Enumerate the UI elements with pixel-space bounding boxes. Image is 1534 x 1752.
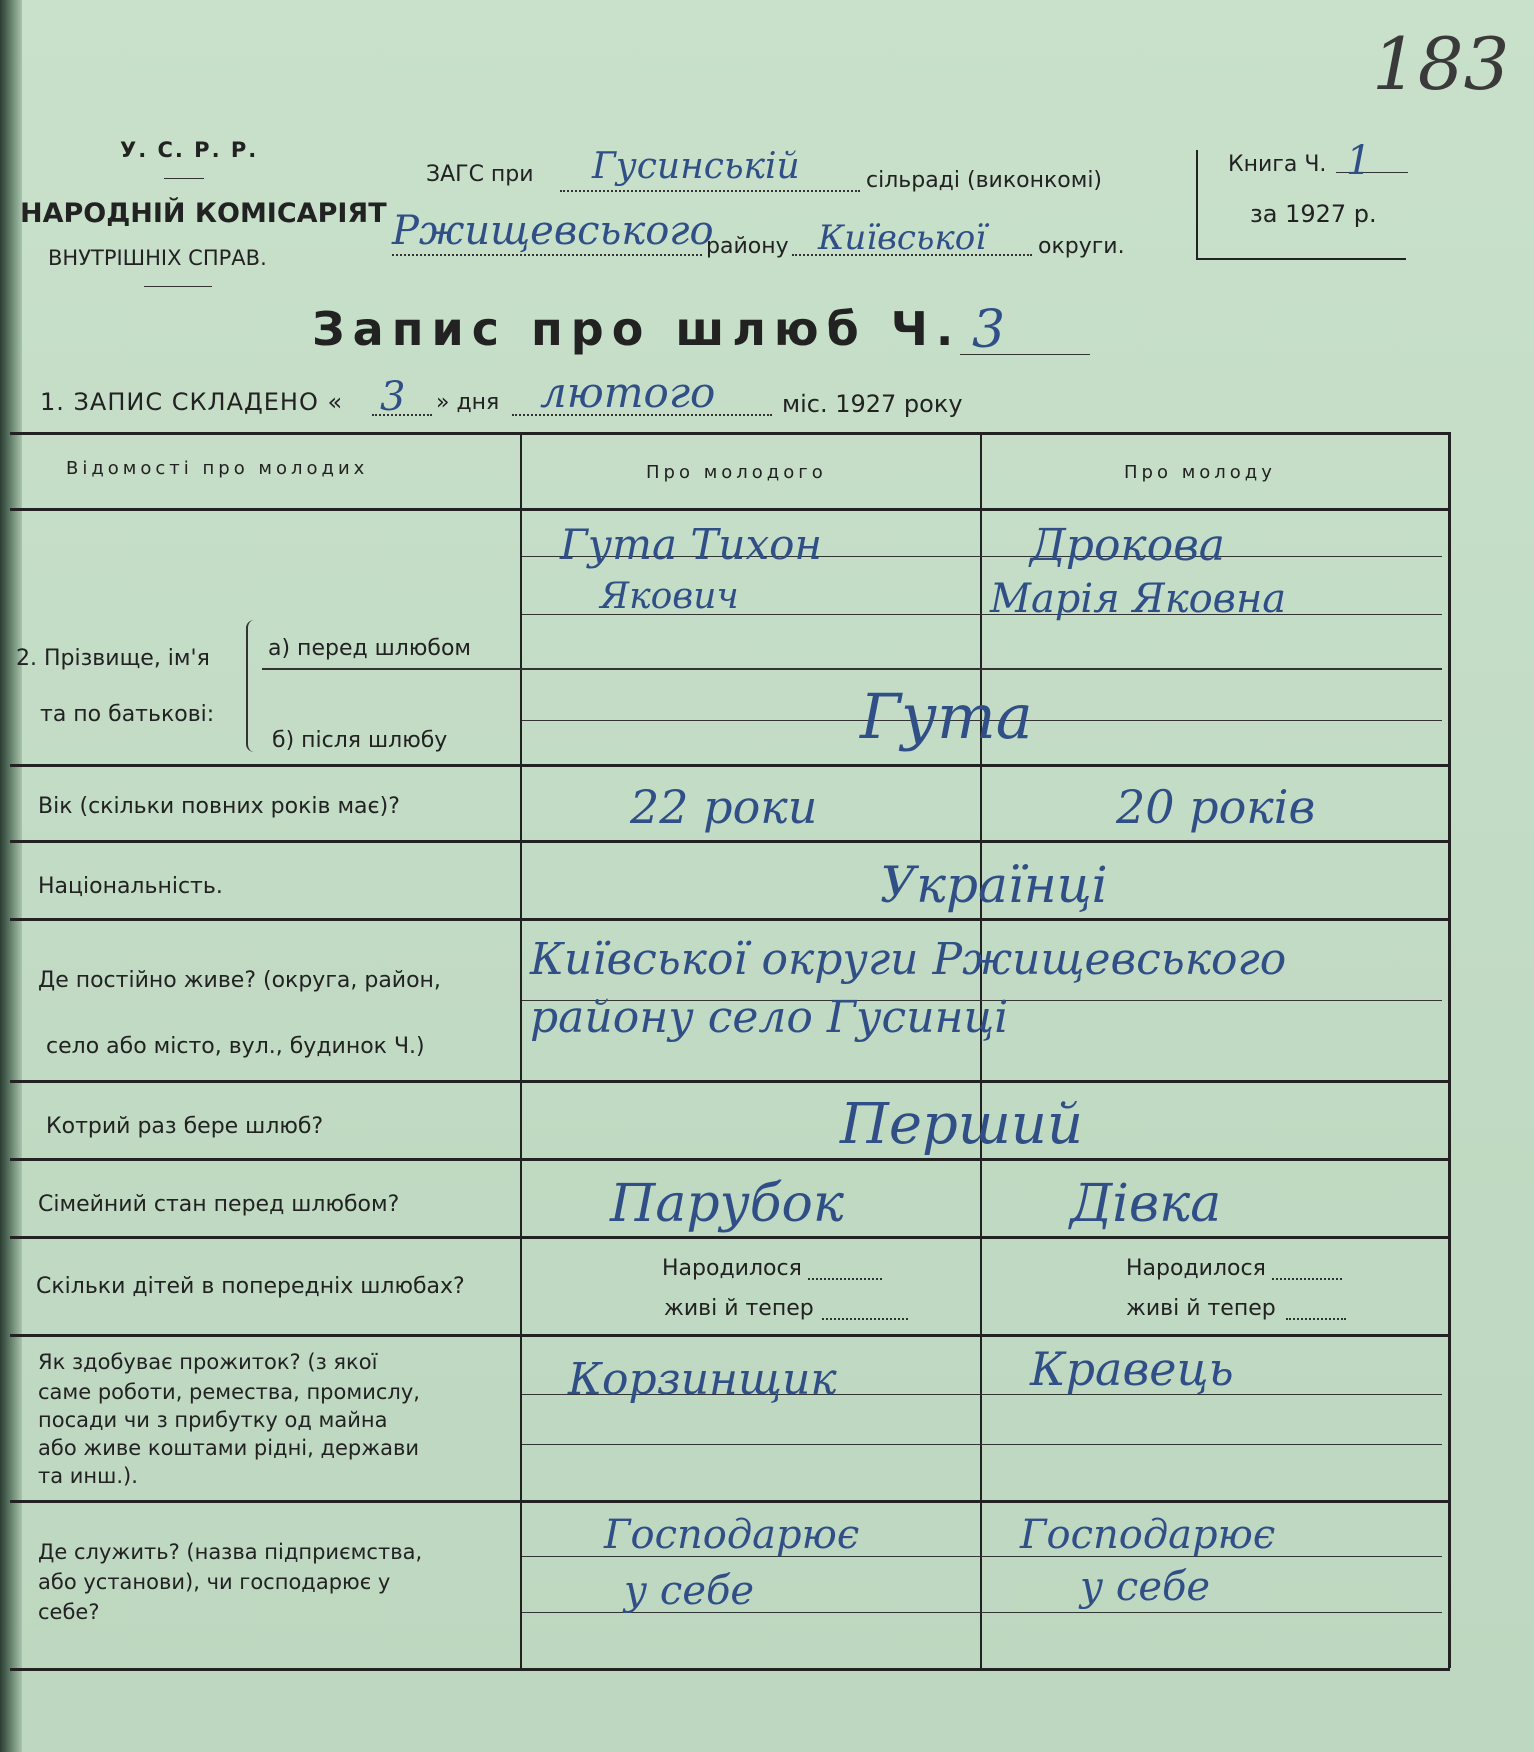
bride-name-before-line-2: Марія Яковна <box>990 576 1287 622</box>
row-sep-family <box>10 1236 1450 1239</box>
workplace-label-line-3: себе? <box>38 1600 100 1624</box>
name-before-label: а) перед шлюбом <box>268 636 472 661</box>
children-label: Скільки дітей в попередніх шлюбах? <box>36 1274 465 1299</box>
bride-name-before-line-1: Дрокова <box>1030 520 1226 571</box>
groom-name-before-line-2: Якович <box>600 576 739 617</box>
livelihood-label-line-4: або живе коштами рідні, держави <box>38 1436 420 1460</box>
record-date-suffix: міс. 1927 року <box>782 390 963 418</box>
table-top-border <box>10 432 1450 435</box>
family-status-label: Сімейний стан перед шлюбом? <box>38 1192 400 1217</box>
record-title: Запис про шлюб Ч. <box>312 302 962 356</box>
livelihood-label-line-1: Як здобуває прожиток? (з якої <box>38 1350 378 1374</box>
name-label-line-1: 2. Прізвище, ім'я <box>16 646 210 671</box>
district-line <box>392 254 702 256</box>
name-label-line-2: та по батькові: <box>40 702 215 727</box>
groom-workplace-line-2: у себе <box>624 1568 755 1614</box>
header-divider-top <box>164 178 204 179</box>
table-right-border <box>1448 432 1451 1668</box>
groom-name-before-line-1: Гута Тихон <box>560 520 823 569</box>
book-box-bottom <box>1196 258 1406 260</box>
residence-value-line-1: Київської округи Ржищевського <box>530 934 1287 985</box>
workplace-label-line-1: Де служить? (назва підприємства, <box>38 1540 423 1564</box>
page-number: 183 <box>1372 22 1510 106</box>
write-line <box>522 1444 1442 1445</box>
groom-age: 22 роки <box>630 780 818 834</box>
row-sep-residence <box>10 1080 1450 1083</box>
row-sep-age <box>10 840 1450 843</box>
record-date-prefix: 1. ЗАПИС СКЛАДЕНО « <box>40 388 344 416</box>
groom-alive-line <box>822 1318 908 1320</box>
selrada-line <box>560 190 860 192</box>
col-header-info: Відомості про молодих <box>66 458 369 479</box>
col-header-groom: Про молодого <box>646 462 827 483</box>
bride-family-status: Дівка <box>1070 1174 1222 1234</box>
book-label: Книга Ч. <box>1228 152 1327 177</box>
nationality-label: Національність. <box>38 874 223 899</box>
name-brace <box>246 620 258 752</box>
residence-label-line-2: село або місто, вул., будинок Ч.) <box>46 1034 425 1059</box>
column-divider-2 <box>980 432 982 1668</box>
column-divider-1 <box>520 432 522 1668</box>
record-day: 3 <box>380 374 406 420</box>
record-number: 3 <box>972 300 1006 360</box>
row-sep-children <box>10 1334 1450 1337</box>
marriage-count-value: Перший <box>840 1092 1084 1157</box>
groom-children-born-label: Народилося <box>662 1256 802 1281</box>
livelihood-label-line-3: посади чи з прибутку од майна <box>38 1408 388 1432</box>
residence-value-line-2: району село Гусинці <box>530 992 1009 1043</box>
selrada-value: Гусинській <box>592 146 800 187</box>
district-value: Ржищевського <box>392 208 714 254</box>
table-bottom-border <box>10 1668 1450 1671</box>
commissariat-line-2: ВНУТРІШНІХ СПРАВ. <box>48 246 267 270</box>
header-divider-bottom <box>144 286 212 287</box>
groom-workplace-line-1: Господарює <box>604 1512 860 1558</box>
bride-workplace-line-1: Господарює <box>1020 1512 1276 1558</box>
residence-label-line-1: Де постійно живе? (округа, район, <box>38 968 441 993</box>
row-sep-nationality <box>10 918 1450 921</box>
row-sep-header <box>10 508 1450 511</box>
workplace-label-line-2: або установи), чи господарює у <box>38 1570 391 1594</box>
record-month: лютого <box>540 368 716 417</box>
bride-age: 20 років <box>1116 780 1316 834</box>
name-after-label: б) після шлюбу <box>272 728 448 753</box>
nationality-value: Українці <box>880 856 1108 914</box>
age-label: Вік (скільки повних років має)? <box>38 794 400 819</box>
bride-workplace-line-2: у себе <box>1080 1564 1211 1610</box>
groom-family-status: Парубок <box>610 1174 844 1234</box>
okruha-value: Київської <box>818 218 987 258</box>
book-number: 1 <box>1346 138 1372 184</box>
row-sep-livelihood <box>10 1500 1450 1503</box>
groom-children-alive-label: живі й тепер <box>664 1296 814 1321</box>
livelihood-label-line-2: саме роботи, ремества, промислу, <box>38 1380 420 1404</box>
district-word: району <box>706 234 789 259</box>
zags-prefix: ЗАГС при <box>426 162 534 187</box>
bride-born-line <box>1272 1278 1342 1280</box>
groom-born-line <box>808 1278 882 1280</box>
col-header-bride: Про молоду <box>1124 462 1276 483</box>
commissariat-line-1: НАРОДНІЙ КОМІСАРІЯТ <box>20 198 387 229</box>
republic-label: У. С. Р. Р. <box>120 138 259 162</box>
bride-children-born-label: Народилося <box>1126 1256 1266 1281</box>
row-sep-marriage-count <box>10 1158 1450 1161</box>
name-after-value: Гута <box>860 680 1033 753</box>
okruha-word: округи. <box>1038 234 1125 259</box>
book-box-left <box>1196 150 1198 258</box>
record-date-mid: » дня <box>436 390 500 415</box>
selrada-suffix: сільраді (виконкомі) <box>866 168 1103 193</box>
bride-alive-line <box>1286 1318 1346 1320</box>
write-line <box>262 668 1442 670</box>
bride-livelihood: Кравець <box>1030 1342 1234 1396</box>
livelihood-label-line-5: та инш.). <box>38 1464 138 1488</box>
marriage-count-label: Котрий раз бере шлюб? <box>46 1114 324 1139</box>
groom-livelihood: Корзинщик <box>568 1354 837 1405</box>
row-sep-name <box>10 764 1450 767</box>
book-year: за 1927 р. <box>1250 200 1377 228</box>
bride-children-alive-label: живі й тепер <box>1126 1296 1276 1321</box>
